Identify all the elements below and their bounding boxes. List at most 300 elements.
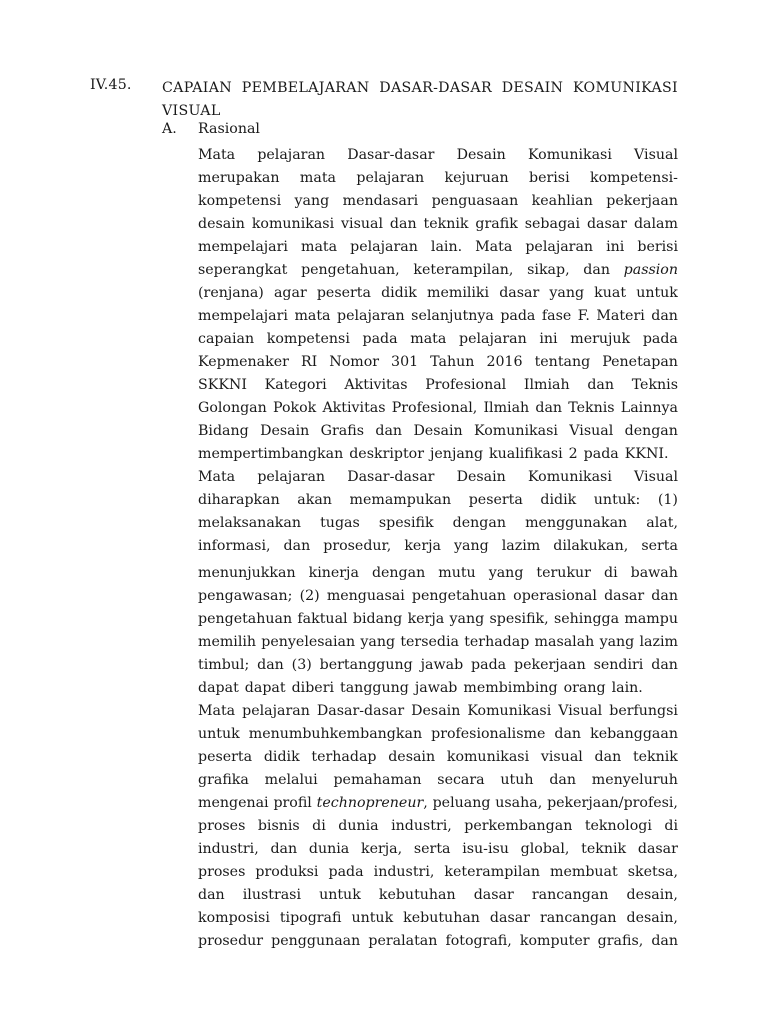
body-line xyxy=(198,397,678,420)
body-word: pekerjaan/profesi, xyxy=(547,795,678,811)
body-word: pada xyxy=(500,308,536,324)
body-line xyxy=(198,723,678,746)
body-word: berisi xyxy=(528,170,570,186)
section-heading-line-2: VISUAL xyxy=(162,103,221,119)
body-word: kuat xyxy=(594,285,627,301)
body-word: ilustrasi xyxy=(242,887,302,903)
body-word: Mata xyxy=(475,239,513,255)
body-word: di xyxy=(664,818,678,834)
body-word: dasar xyxy=(637,841,678,857)
body-line xyxy=(198,535,678,558)
body-word: perkembangan xyxy=(464,818,573,834)
body-word: dan xyxy=(651,308,678,324)
body-word: komunikasi xyxy=(251,216,335,232)
body-word: kerja, xyxy=(360,841,403,857)
body-word: bisnis xyxy=(257,818,300,834)
body-word: Profesional xyxy=(425,377,507,393)
body-word: mata xyxy=(301,239,338,255)
body-line xyxy=(198,144,678,167)
body-word: mutu xyxy=(438,565,476,581)
body-word: proses xyxy=(198,864,246,880)
body-word: kompetensi xyxy=(198,193,282,209)
body-word: dengan xyxy=(452,515,506,531)
body-word: Profesional, xyxy=(391,400,478,416)
body-word: komunikasi xyxy=(446,749,530,765)
body-word: berfungsi xyxy=(609,703,678,719)
body-word: melaksanakan xyxy=(198,515,301,531)
body-word: pengetahuan xyxy=(411,588,507,604)
body-word: dasar xyxy=(489,910,530,926)
body-word: pelajaran xyxy=(350,239,418,255)
body-line xyxy=(198,907,678,930)
body-line xyxy=(198,489,678,512)
body-word: ini xyxy=(606,239,625,255)
subsection-letter: A. xyxy=(162,121,177,137)
body-word: dengan xyxy=(624,423,678,439)
body-word: (3) xyxy=(291,657,312,673)
body-word: penggunaan xyxy=(271,933,361,949)
body-word: pada xyxy=(642,331,678,347)
body-word: diharapkan xyxy=(198,492,280,508)
body-word: 2 xyxy=(568,446,578,462)
body-word: kebanggaan xyxy=(590,726,678,742)
body-word: dunia xyxy=(308,841,350,857)
body-line xyxy=(198,420,678,443)
body-word: timbul; xyxy=(198,657,250,673)
body-word: dan xyxy=(549,772,576,788)
body-word: pada xyxy=(328,864,364,880)
body-line xyxy=(198,351,678,374)
body-word: secara xyxy=(437,772,485,788)
body-word: desain, xyxy=(626,910,678,926)
body-word: Desain xyxy=(260,423,310,439)
body-word: pelajaran xyxy=(257,469,326,485)
rasional-body-text xyxy=(198,144,678,953)
body-word: dan xyxy=(257,657,284,673)
body-line xyxy=(198,746,678,769)
body-word: rancangan xyxy=(539,910,617,926)
body-word: RI xyxy=(300,354,318,370)
body-word: penyelesaian xyxy=(261,634,356,650)
body-word: peralatan xyxy=(368,933,438,949)
body-word: Kategori xyxy=(264,377,327,393)
body-word: usaha, xyxy=(495,795,543,811)
body-line xyxy=(198,631,678,654)
body-word: desain, xyxy=(626,887,678,903)
body-word: industri, xyxy=(391,818,452,834)
body-word: merujuk xyxy=(570,331,631,347)
body-word: deskriptor xyxy=(349,446,425,462)
body-word: dasar xyxy=(586,216,628,232)
body-word: didik xyxy=(263,749,300,765)
body-word: yang xyxy=(488,565,524,581)
body-word: pekerjaan xyxy=(514,657,586,673)
body-word: kualifikasi xyxy=(489,446,563,462)
body-word: spesifik xyxy=(378,515,434,531)
body-line xyxy=(198,167,678,190)
body-word: kompetensi- xyxy=(590,170,678,186)
body-word: merupakan xyxy=(198,170,280,186)
body-word: Visual xyxy=(634,469,678,485)
body-word: berisi xyxy=(637,239,678,255)
body-word: desain xyxy=(388,749,436,765)
body-word: komputer xyxy=(519,933,590,949)
body-word: (2) xyxy=(299,588,320,604)
body-word: di xyxy=(603,565,618,581)
body-word: dan xyxy=(283,538,311,554)
body-word: didik xyxy=(381,285,417,301)
body-word: Mata xyxy=(198,703,236,719)
body-word: pemahaman xyxy=(333,772,422,788)
body-word: kejuruan xyxy=(444,170,509,186)
body-word: keahlian xyxy=(531,193,593,209)
body-word: serta xyxy=(641,538,678,554)
body-word: serta xyxy=(413,841,451,857)
body-word: ini xyxy=(539,331,558,347)
heading-word: PEMBELAJARAN xyxy=(241,80,370,96)
body-word: teknologi xyxy=(584,818,652,834)
body-word: tersedia xyxy=(400,634,459,650)
body-word: Visual xyxy=(569,423,614,439)
body-word: memiliki xyxy=(427,285,490,301)
body-word: faktual xyxy=(297,611,348,627)
body-word: dan xyxy=(389,216,417,232)
body-word: (renjana) xyxy=(198,285,264,301)
body-word: 2016 xyxy=(486,354,523,370)
body-word: mempelajari xyxy=(198,308,288,324)
body-word: jawab xyxy=(414,680,458,696)
body-word: mampu xyxy=(624,611,678,627)
body-word: pengetahuan, xyxy=(301,262,400,278)
body-word: dan xyxy=(651,933,678,949)
body-word: terukur xyxy=(536,565,591,581)
body-word: Aktivitas xyxy=(344,377,408,393)
body-word: Pokok xyxy=(272,400,317,416)
body-word: kebutuhan xyxy=(403,910,480,926)
body-word: yang xyxy=(454,538,489,554)
body-word: grafik xyxy=(475,216,518,232)
body-word: Desain xyxy=(411,703,461,719)
body-word: tentang xyxy=(534,354,591,370)
body-word: industri, xyxy=(198,841,259,857)
body-word: pelajaran xyxy=(459,331,527,347)
body-word: industri, xyxy=(373,864,435,880)
body-word: di xyxy=(312,818,326,834)
body-word: operasional xyxy=(513,588,597,604)
body-word: yang xyxy=(449,611,485,627)
body-word: (1) xyxy=(657,492,678,508)
body-word: visual xyxy=(341,216,383,232)
body-word: Desain xyxy=(456,147,506,163)
body-word: didik xyxy=(540,492,577,508)
body-word: profil xyxy=(273,795,312,811)
body-word: masalah xyxy=(534,634,595,650)
body-word: Aktivitas xyxy=(322,400,386,416)
body-word: pelajaran xyxy=(257,147,326,163)
body-word: visual xyxy=(540,749,583,765)
body-word: technopreneur, xyxy=(316,795,428,811)
body-word: fotografi, xyxy=(445,933,512,949)
body-word: menyeluruh xyxy=(591,772,678,788)
body-line xyxy=(198,190,678,213)
body-word: dan xyxy=(587,377,614,393)
heading-word: KOMUNIKASI xyxy=(573,80,678,96)
body-word: Ilmiah xyxy=(483,400,530,416)
body-word: SKKNI xyxy=(198,377,247,393)
body-word: menumbuhkembangkan xyxy=(248,726,423,742)
body-word: Visual xyxy=(634,147,678,163)
body-word: peserta xyxy=(316,285,371,301)
body-word: Dasar-dasar xyxy=(347,147,435,163)
body-word: kerja xyxy=(404,538,441,554)
section-heading xyxy=(162,77,678,123)
body-word: membuat xyxy=(550,864,618,880)
body-word: dilakukan, xyxy=(553,538,629,554)
body-word: proses xyxy=(198,818,246,834)
body-word: kerja xyxy=(407,611,445,627)
body-word: memilih xyxy=(198,634,257,650)
body-word: komposisi xyxy=(198,910,270,926)
body-word: dasar xyxy=(499,285,540,301)
body-word: mempelajari xyxy=(198,239,288,255)
body-word: Teknis xyxy=(568,400,615,416)
body-word: 301 xyxy=(391,354,419,370)
body-line xyxy=(198,466,678,489)
body-word: Dasar-dasar xyxy=(316,703,405,719)
body-word: mata xyxy=(294,308,331,324)
body-word: dasar xyxy=(473,887,514,903)
heading-word: DESAIN xyxy=(501,80,564,96)
body-line xyxy=(198,374,678,397)
section-heading-line-1 xyxy=(162,77,678,100)
subsection-title: Rasional xyxy=(198,121,260,137)
body-word: terhadap xyxy=(464,634,530,650)
body-word: dan xyxy=(651,588,678,604)
body-word: dan xyxy=(583,262,610,278)
body-line xyxy=(198,562,678,585)
body-word: membimbing xyxy=(463,680,558,696)
body-line xyxy=(198,792,678,815)
body-word: Dasar-dasar xyxy=(347,469,435,485)
body-word: Golongan xyxy=(198,400,267,416)
body-word: diberi xyxy=(291,680,335,696)
body-word: lain. xyxy=(430,239,463,255)
body-word: capaian xyxy=(198,331,255,347)
body-word: untuk xyxy=(351,910,394,926)
body-word: F. xyxy=(577,308,590,324)
body-word: Mata xyxy=(198,147,236,163)
body-word: terhadap xyxy=(311,749,377,765)
body-word: Grafis xyxy=(320,423,364,439)
body-word: kinerja xyxy=(308,565,359,581)
heading-word: CAPAIAN xyxy=(162,80,232,96)
body-word: teknik xyxy=(632,749,678,765)
body-word: tugas xyxy=(320,515,360,531)
body-line xyxy=(198,815,678,838)
body-word: passion xyxy=(623,262,678,278)
body-word: fase xyxy=(541,308,572,324)
body-word: untuk: xyxy=(593,492,641,508)
body-word: dan xyxy=(198,887,225,903)
body-word: sendiri xyxy=(593,657,644,673)
body-word: pada xyxy=(583,446,619,462)
body-word: KKNI. xyxy=(624,446,669,462)
body-word: dan xyxy=(270,841,298,857)
body-word: Desain xyxy=(413,423,463,439)
body-word: prosedur, xyxy=(323,538,392,554)
body-word: keterampilan xyxy=(444,864,540,880)
body-word: dan xyxy=(594,749,622,765)
body-word: Teknis xyxy=(631,377,678,393)
body-word: lain. xyxy=(611,680,643,696)
body-line xyxy=(198,930,678,953)
body-word: Tahun xyxy=(430,354,475,370)
body-word: teknik xyxy=(581,841,627,857)
body-word: pelajaran xyxy=(242,703,310,719)
body-word: Komunikasi xyxy=(467,703,552,719)
body-line xyxy=(198,512,678,535)
body-word: untuk xyxy=(198,726,240,742)
body-word: kebutuhan xyxy=(378,887,456,903)
body-word: mata xyxy=(410,331,447,347)
body-word: sebagai xyxy=(524,216,581,232)
body-line xyxy=(198,282,678,305)
body-word: Nomor xyxy=(329,354,380,370)
body-word: menggunakan xyxy=(525,515,628,531)
body-word: dasar xyxy=(604,588,645,604)
body-word: penguasaan xyxy=(431,193,519,209)
body-word: keterampilan, xyxy=(413,262,514,278)
body-word: sikap, xyxy=(527,262,570,278)
body-word: isu-isu xyxy=(462,841,509,857)
body-word: Lainnya xyxy=(620,400,678,416)
body-word: kompetensi xyxy=(266,331,350,347)
body-word: mendasari xyxy=(342,193,419,209)
body-line xyxy=(198,608,678,631)
body-word: pengawasan; xyxy=(198,588,293,604)
body-word: spesifik, xyxy=(489,611,549,627)
body-word: pada xyxy=(362,331,398,347)
body-word: selanjutnya xyxy=(411,308,494,324)
body-word: yang xyxy=(360,634,396,650)
body-word: profesionalisme xyxy=(431,726,546,742)
body-word: teknik xyxy=(423,216,469,232)
body-word: grafis, xyxy=(597,933,644,949)
body-line xyxy=(198,328,678,351)
body-line xyxy=(198,677,678,700)
body-word: bidang xyxy=(352,611,403,627)
body-word: pelajaran xyxy=(356,170,425,186)
section-number: IV.45. xyxy=(90,77,132,93)
body-word: Komunikasi xyxy=(474,423,558,439)
body-word: pengetahuan xyxy=(198,611,293,627)
body-word: rancangan xyxy=(531,887,609,903)
body-word: produksi xyxy=(255,864,319,880)
body-word: tipografi xyxy=(279,910,342,926)
body-word: pekerjaan xyxy=(606,193,678,209)
heading-word: DASAR-DASAR xyxy=(379,80,492,96)
body-word: dapat xyxy=(244,680,286,696)
body-word: Komunikasi xyxy=(527,147,612,163)
body-line xyxy=(198,700,678,723)
body-word: tanggung xyxy=(340,680,409,696)
body-word: dengan xyxy=(371,565,426,581)
body-word: yang xyxy=(549,285,585,301)
body-word: pelajaran xyxy=(525,239,594,255)
body-word: dan xyxy=(554,726,582,742)
body-word: orang xyxy=(563,680,606,696)
body-word: utuh xyxy=(500,772,534,788)
body-word: Komunikasi xyxy=(527,469,612,485)
body-line xyxy=(198,884,678,907)
body-line xyxy=(198,585,678,608)
body-line xyxy=(198,838,678,861)
body-word: pada xyxy=(471,657,507,673)
body-word: yang xyxy=(599,634,635,650)
body-line xyxy=(198,769,678,792)
body-word: yang xyxy=(294,193,330,209)
body-word: untuk xyxy=(319,887,361,903)
body-word: melalui xyxy=(264,772,318,788)
body-word: jenjang xyxy=(430,446,484,462)
body-word: peluang xyxy=(432,795,491,811)
body-word: memampukan xyxy=(349,492,452,508)
body-word: peserta xyxy=(468,492,523,508)
body-word: Materi xyxy=(596,308,645,324)
body-word: global, xyxy=(520,841,570,857)
body-word: untuk xyxy=(636,285,678,301)
body-word: bertanggung xyxy=(319,657,413,673)
body-word: grafika xyxy=(198,772,249,788)
body-line xyxy=(198,443,678,466)
body-line xyxy=(198,654,678,677)
body-word: dalam xyxy=(633,216,678,232)
body-word: Kepmenaker xyxy=(198,354,289,370)
body-word: sehingga xyxy=(553,611,620,627)
body-line xyxy=(198,213,678,236)
body-word: informasi, xyxy=(198,538,271,554)
body-line xyxy=(198,861,678,884)
body-word: dunia xyxy=(338,818,379,834)
body-line xyxy=(198,305,678,328)
body-word: Desain xyxy=(456,469,506,485)
body-word: sketsa, xyxy=(627,864,678,880)
body-word: dan xyxy=(651,657,678,673)
body-word: akan xyxy=(297,492,332,508)
body-word: lazim xyxy=(639,634,678,650)
body-word: Bidang xyxy=(198,423,249,439)
body-word: peserta xyxy=(198,749,253,765)
body-word: bawah xyxy=(630,565,678,581)
body-word: prosedur xyxy=(198,933,264,949)
body-word: dapat xyxy=(198,680,239,696)
body-word: agar xyxy=(273,285,307,301)
body-word: Penetapan xyxy=(602,354,678,370)
body-line xyxy=(198,259,678,282)
body-word: mempertimbangkan xyxy=(198,446,344,462)
body-word: Visual xyxy=(558,703,603,719)
body-word: dan xyxy=(535,400,563,416)
body-word: lazim xyxy=(501,538,541,554)
body-word: Mata xyxy=(198,469,236,485)
body-word: mata xyxy=(299,170,336,186)
body-word: mengenai xyxy=(198,795,269,811)
body-word: dan xyxy=(375,423,403,439)
body-word: seperangkat xyxy=(198,262,288,278)
body-word: pelajaran xyxy=(336,308,405,324)
body-word: Ilmiah xyxy=(523,377,570,393)
body-word: jawab xyxy=(420,657,464,673)
